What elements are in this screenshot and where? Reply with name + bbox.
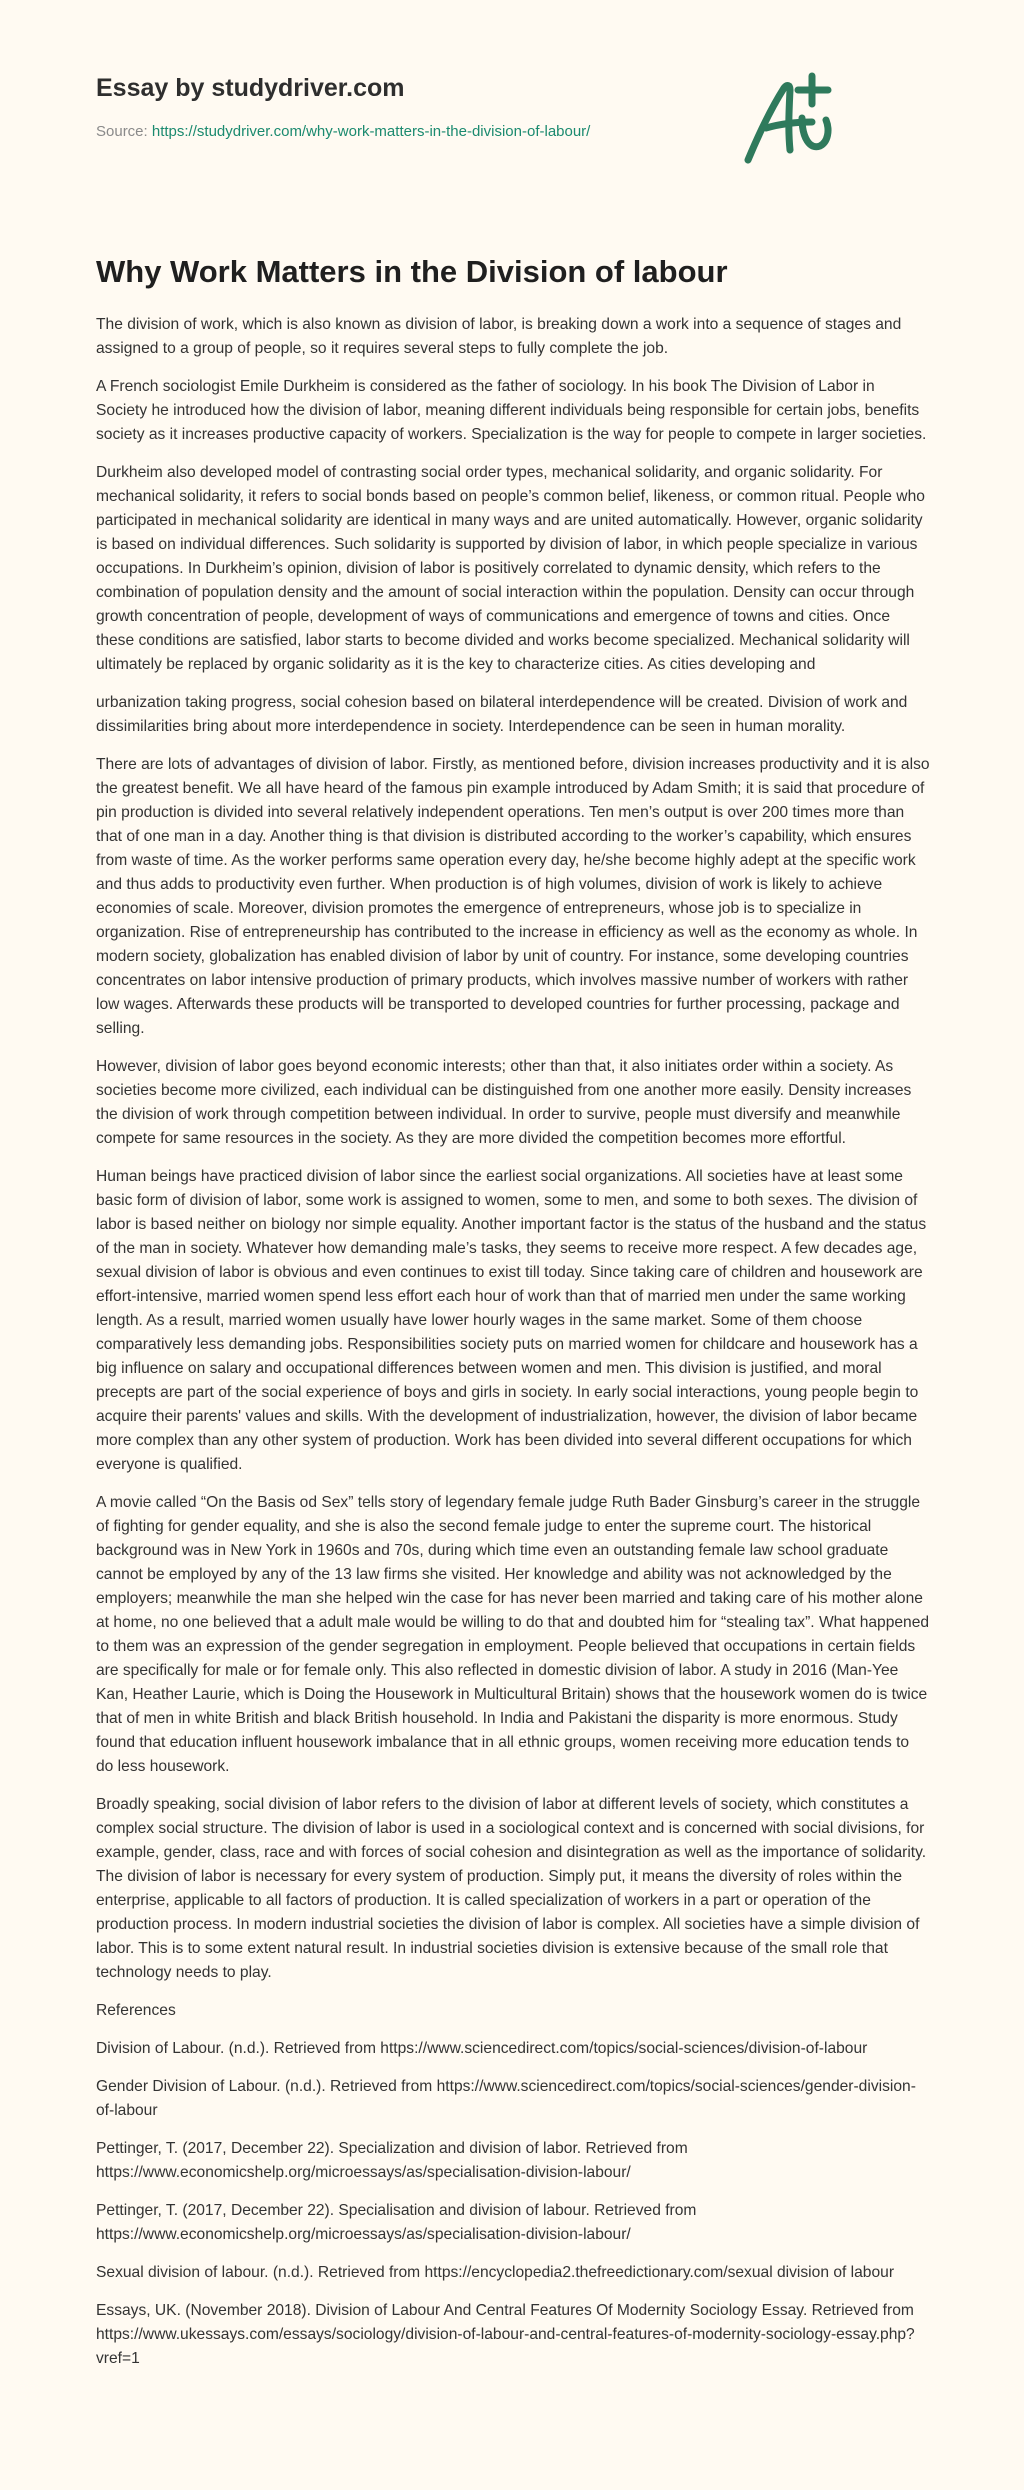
- site-title: Essay by studydriver.com: [96, 74, 405, 102]
- essay-paragraph-8: A movie called “On the Basis od Sex” tells story of legendary female judge Ruth Bader Ginsburg’s career in the struggle of fighting for gender equality, and she is also the second female judge to enter the supreme court. The historical background was in New York in 1960s and 70s, during which time even an outstanding female law school graduate cannot be employed by any of the 13 law firms she visited. Her knowledge and ability was not acknowledged by the employers; meanwhile the man she helped win the case for has never been married and taking care of his mother alone at home, no one believed that a adult male would be willing to do that and doubted him for “stealing tax”. What happened to them was an expression of the gender segregation in employment. People believed that occupations in certain fields are specifically for male or for female only. This also reflected in domestic division of labor. A study in 2016 (Man-Yee Kan, Heather Laurie, which is Doing the Housework in Multicultural Britain) shows that the housework women do is twice that of men in white British and black British household. In India and Pakistani the disparity is more enormous. Study found that education influent housework imbalance that in all ethnic groups, women receiving more education tends to do less housework.: [96, 1494, 930, 1775]
- essay-paragraph-2: A French sociologist Emile Durkheim is considered as the father of sociology. In his book The Division of Labor in Society he introduced how the division of labor, meaning different individuals being responsible for certain jobs, benefits society as it increases productive capacity of workers. Specialization is the way for people to compete in larger societies.: [96, 378, 927, 443]
- a-plus-logo-icon: [740, 66, 838, 168]
- essay-body: [96, 313, 930, 2385]
- essay-paragraph-6: However, division of labor goes beyond economic interests; other than that, it also initiates order within a society. As societies become more civilized, each individual can be distinguished from one another more easily. Density increases the division of work through competition between individual. In order to survive, people must diversify and meanwhile compete for same resources in the society. As they are more divided the competition becomes more effortful.: [96, 1058, 912, 1147]
- essay-paragraph-3: Durkheim also developed model of contrasting social order types, mechanical solidarity, and organic solidarity. For mechanical solidarity, it refers to social bonds based on people’s common belief, likeness, or common ritual. People who participated in mechanical solidarity are identical in many ways and are united automatically. However, organic solidarity is based on individual differences. Such solidarity is supported by division of labor, in which people specialize in various occupations. In Durkheim’s opinion, division of labor is positively correlated to dynamic density, which refers to the combination of population density and the amount of social interaction within the population. Density can occur through growth concentration of people, development of ways of communications and emergence of towns and cities. Once these conditions are satisfied, labor starts to become divided and works become specialized. Mechanical solidarity will ultimately be replaced by organic solidarity as it is the key to characterize cities. As cities developing and: [96, 464, 925, 673]
- page-header: [96, 0, 928, 230]
- essay-paragraph-1: The division of work, which is also known as division of labor, is breaking down a work into a sequence of stages and assigned to a group of people, so it requires several steps to fully complete the job.: [96, 316, 902, 357]
- reference-item-5: Sexual division of labour. (n.d.). Retrieved from https://encyclopedia2.thefreedictionary.com/sexual division of labour: [96, 2264, 895, 2281]
- reference-item-4: Pettinger, T. (2017, December 22). Specialisation and division of labour. Retrieved from https://www.economicshelp.org/microessays/as/specialisation-division-labour/: [96, 2202, 697, 2243]
- reference-item-3: Pettinger, T. (2017, December 22). Specialization and division of labor. Retrieved from https://www.economicshelp.org/microessays/as/specialisation-division-labour/: [96, 2140, 688, 2181]
- source-line: [96, 122, 590, 142]
- essay-paragraph-4: urbanization taking progress, social cohesion based on bilateral interdependence will be created. Division of work and dissimilarities bring about more interdependence in society. Interdependence can be seen in human morality.: [96, 694, 908, 735]
- reference-item-1: Division of Labour. (n.d.). Retrieved from https://www.sciencedirect.com/topics/social-sciences/division-of-labour: [96, 2040, 868, 2057]
- reference-item-2: Gender Division of Labour. (n.d.). Retrieved from https://www.sciencedirect.com/topics/social-sciences/gender-division-of-labour: [96, 2078, 916, 2119]
- source-link[interactable]: https://studydriver.com/why-work-matters-in-the-division-of-labour/: [151, 123, 591, 140]
- references-heading: References: [96, 2002, 176, 2019]
- essay-paragraph-5: There are lots of advantages of division of labor. Firstly, as mentioned before, division increases productivity and it is also the greatest benefit. We all have heard of the famous pin example introduced by Adam Smith; it is said that procedure of pin production is divided into several relatively independent operations. Ten men’s output is over 200 times more than that of one man in a day. Another thing is that division is distributed according to the worker’s capability, which ensures from waste of time. As the worker performs same operation every day, he/she become highly adept at the specific work and thus adds to productivity even further. When production is of high volumes, division of work is likely to achieve economies of scale. Moreover, division promotes the emergence of entrepreneurs, whose job is to specialize in organization. Rise of entrepreneurship has contributed to the increase in efficiency as well as the economy as whole. In modern society, globalization has enabled division of labor by unit of country. For instance, some developing countries concentrates on labor intensive production of primary products, which involves massive number of workers with rather low wages. Afterwards these products will be transported to developed countries for further processing, package and selling.: [96, 756, 930, 1037]
- essay-title: Why Work Matters in the Division of labour: [96, 254, 728, 289]
- essay-paragraph-7: Human beings have practiced division of labor since the earliest social organizations. All societies have at least some basic form of division of labor, some work is assigned to women, some to men, and some to both sexes. The division of labor is based neither on biology nor simple equality. Another important factor is the status of the husband and the status of the man in society. Whatever how demanding male’s tasks, they seems to receive more respect. A few decades age, sexual division of labor is obvious and even continues to exist till today. Since taking care of children and housework are effort-intensive, married women spend less effort each hour of work than that of married men under the same working length. As a result, married women usually have lower hourly wages in the same market. Some of them choose comparatively less demanding jobs. Responsibilities society puts on married women for childcare and housework has a big influence on salary and occupational differences between women and men. This division is justified, and moral precepts are part of the social experience of boys and girls in society. In early social interactions, young people begin to acquire their parents' values and skills. With the development of industrialization, however, the division of labor became more complex than any other system of production. Work has been divided into several different occupations for which everyone is qualified.: [96, 1168, 927, 1473]
- essay-paragraph-9: Broadly speaking, social division of labor refers to the division of labor at different levels of society, which constitutes a complex social structure. The division of labor is used in a sociological context and is concerned with social divisions, for example, gender, class, race and with forces of social cohesion and disintegration as well as the importance of solidarity. The division of labor is necessary for every system of production. Simply put, it means the diversity of roles within the enterprise, applicable to all factors of production. It is called specialization of workers in a part or operation of the production process. In modern industrial societies the division of labor is complex. All societies have a simple division of labor. This is to some extent natural result. In industrial societies division is extensive because of the small role that technology needs to play.: [96, 1796, 927, 1981]
- source-label: Source:: [96, 123, 152, 140]
- reference-item-6: Essays, UK. (November 2018). Division of Labour And Central Features Of Modernity Sociology Essay. Retrieved from https://www.ukessays.com/essays/sociology/division-of-labour-and-central-features-of-modernity-sociology-essay.php?vref=1: [96, 2302, 915, 2367]
